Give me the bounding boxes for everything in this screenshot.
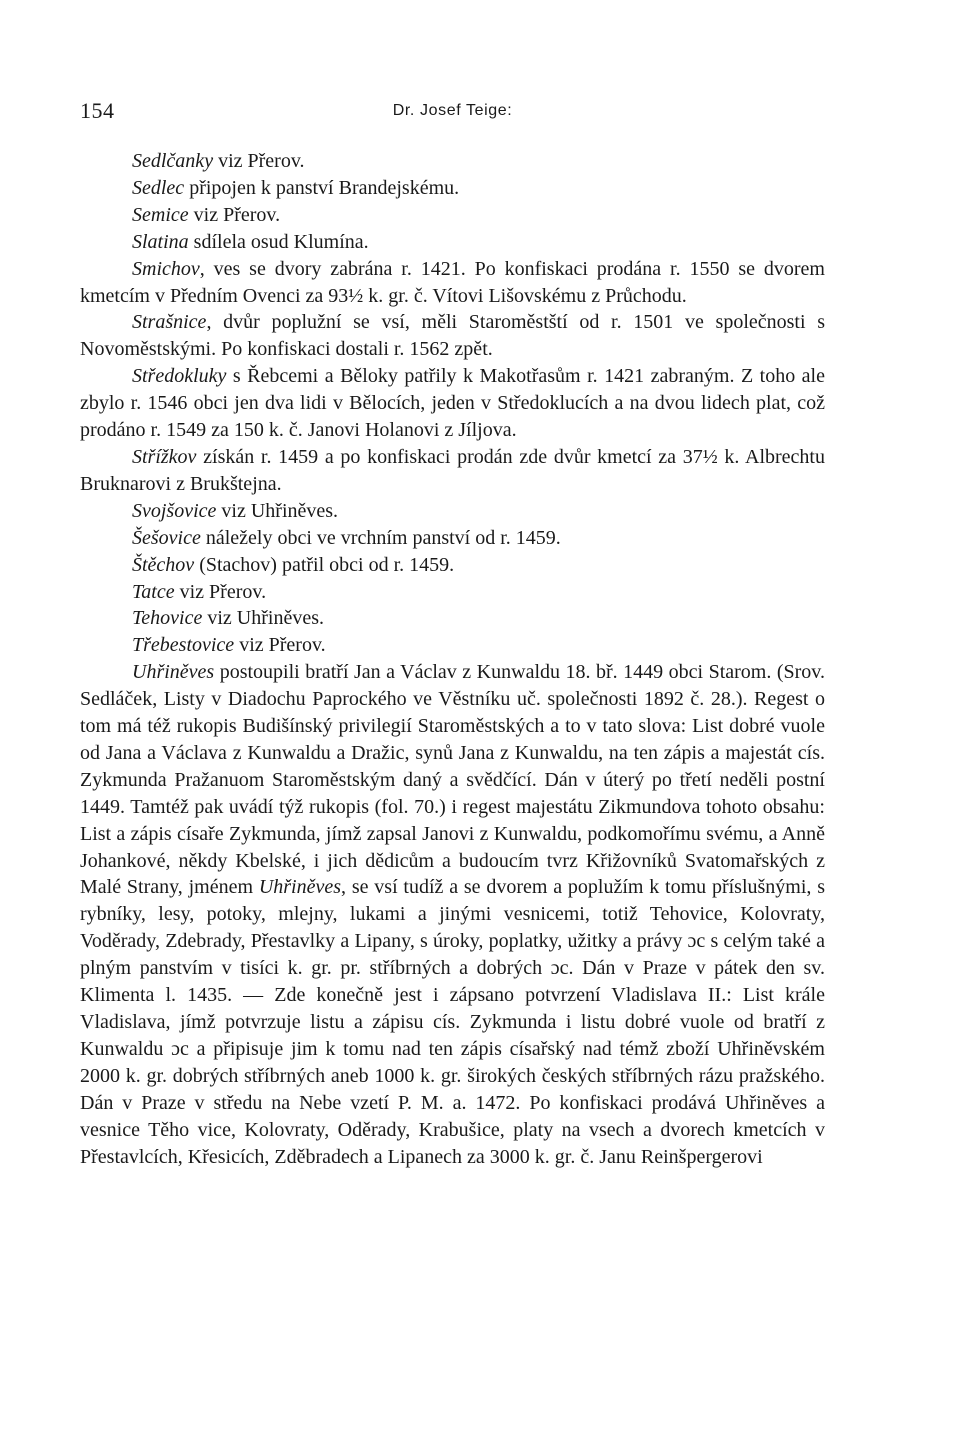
entry-term: Tatce bbox=[132, 580, 175, 603]
entry-term: Sedlčanky bbox=[132, 150, 214, 172]
entry-text: viz Uhřiněves. bbox=[216, 499, 339, 522]
entry-term: Sedlec bbox=[132, 176, 185, 199]
entry-paragraph bbox=[80, 498, 825, 525]
entry-term-inline: Uhřiněves bbox=[258, 876, 342, 899]
entry-term: Šešovice bbox=[132, 526, 201, 549]
entry-text: viz Přerov. bbox=[188, 203, 281, 226]
entry-text: viz Přerov. bbox=[174, 580, 267, 603]
entry-term: Uhřiněves bbox=[132, 661, 215, 684]
entry-paragraph bbox=[80, 309, 825, 363]
entry-paragraph bbox=[80, 256, 825, 310]
entry-paragraph bbox=[80, 552, 825, 579]
entry-paragraph bbox=[80, 605, 825, 632]
entry-paragraph bbox=[80, 525, 825, 552]
page-number: 154 bbox=[80, 98, 115, 123]
entry-text: náležely obci ve vrchním panství od r. 1459. bbox=[200, 526, 561, 549]
entry-paragraph bbox=[80, 659, 825, 1170]
entry-term: Štěchov bbox=[132, 553, 195, 576]
entry-term: Strašnice bbox=[132, 311, 207, 334]
entry-paragraph bbox=[80, 229, 825, 256]
entry-text: , ves se dvory zabrána r. 1421. Po konfiskaci prodána r. 1550 se dvorem kmetcím v Předním Ovenci za 93½ k. gr. č. Vítovi Lišovskému z Průchodu. bbox=[80, 257, 825, 307]
entry-term: Semice bbox=[132, 203, 189, 226]
entry-term: Slatina bbox=[132, 230, 189, 253]
entry-text: s Řebcemi a Běloky patřily k Makotřasům r. 1421 zabraným. Z toho ale zbylo r. 1546 obci jen dva lidi v Bělocích, jeden v Středoklucích a na dvou lidech plat, což prodáno r. 1549 za 150 k. č. Janovi Holanovi z Jíljova. bbox=[80, 365, 825, 442]
entry-term: Svojšovice bbox=[132, 499, 217, 522]
entry-term: Středokluky bbox=[132, 365, 227, 388]
entry-term: Smichov bbox=[132, 257, 200, 280]
entry-term: Třebestovice bbox=[132, 634, 235, 657]
entry-text: , dvůr poplužní se vsí, měli Staroměstští od r. 1501 ve společnosti s Novoměstskými. Po konfiskaci dostali r. 1562 zpět. bbox=[80, 311, 825, 361]
entry-text: sdílela osud Klumína. bbox=[188, 230, 369, 253]
entry-text: viz Přerov. bbox=[213, 150, 305, 172]
entry-term: Střížkov bbox=[132, 445, 197, 468]
page-header bbox=[80, 98, 825, 138]
entry-term: Tehovice bbox=[132, 607, 203, 630]
entry-text: (Stachov) patřil obci od r. 1459. bbox=[194, 553, 455, 576]
entry-paragraph bbox=[80, 175, 825, 202]
entry-text: připojen k panství Brandejskému. bbox=[184, 176, 460, 199]
body-text bbox=[80, 148, 825, 1170]
entry-paragraph bbox=[80, 444, 825, 498]
entry-text: viz Přerov. bbox=[234, 634, 326, 657]
entry-paragraph bbox=[80, 632, 825, 659]
entry-paragraph bbox=[80, 202, 825, 229]
entry-text: postoupili bratří Jan a Václav z Kunwaldu 18. bř. 1449 obci Starom. (Srov. Sedláček, Listy v Diadochu Paprockého ve Věstníku uč. společnosti 1892 č. 28.). Regest o tom má též rukopis Budišínský privilegií Staroměstských a to v tato slova: List dobré vuole od Jana a Václava z Kunwaldu a Dražic, synů Jana z Kunwaldu, na ten zápis a majestát cís. Zykmunda Pražanuom Staroměstským daný a svědčící. Dán v úterý po třetí neděli postní 1449. Tamtéž pak uvádí týž rukopis (fol. 70.) i regest majestátu Zikmundova tohoto obsahu: List a zápis císaře Zykmunda, jímž zapsal Janovi z Kunwaldu, podkomořímu svému, a Anně Johankové, někdy Kbelské, i jich dědicům a budoucím tvrz Křižovníků Svatomařských z Malé Strany, jménem bbox=[80, 661, 825, 899]
entry-text: získán r. 1459 a po konfiskaci prodán zde dvůr kmetcí za 37½ k. Albrechtu Bruknarovi z Brukštejna. bbox=[80, 445, 825, 495]
entry-paragraph bbox=[80, 579, 825, 606]
entry-text: viz Uhřiněves. bbox=[202, 607, 324, 630]
entry-text-continued: , se vsí tudíž a se dvorem a poplužím k tomu příslušnými, s rybníky, lesy, potoky, mlejny, lukami a jinými vesnicemi, totiž Tehovice, Kolovraty, Voděrady, Zdebrady, Přestavlky a Lipany, s úroky, poplatky, užitky a právy ɔc s celým také a plným panstvím v tisíci k. gr. pr. stříbrných a dobrých ɔc. Dán v Praze v pátek den sv. Klimenta l. 1435. — Zde konečně jest i zápsano potvrzení Vladislava II.: List krále Vladislava, jímž potvrzuje listu a zápisu cís. Zykmunda i listu dobré vuole od bratří z Kunwaldu ɔc a připisuje jim k tomu nad ten zápis císařský nad témž zboží Uhřiněvském 2000 k. gr. dobrých stříbrných aneb 1000 k. gr. širokých českých stříbrných rázu pražského. Dán v Praze v středu na Nebe vzetí P. M. a. 1472. Po konfiskaci prodává Uhřiněves a vesnice Těho vice, Kolovraty, Oděrady, Krabušice, platy na vsech a dvorech kmetcích v Přestavlcích, Křesicích, Zděbradech a Lipanech za 3000 k. gr. č. Janu Reinšpergerovi bbox=[80, 876, 825, 1168]
entry-paragraph bbox=[80, 363, 825, 444]
running-head: Dr. Josef Teige: bbox=[392, 102, 513, 119]
entry-paragraph bbox=[80, 148, 825, 175]
